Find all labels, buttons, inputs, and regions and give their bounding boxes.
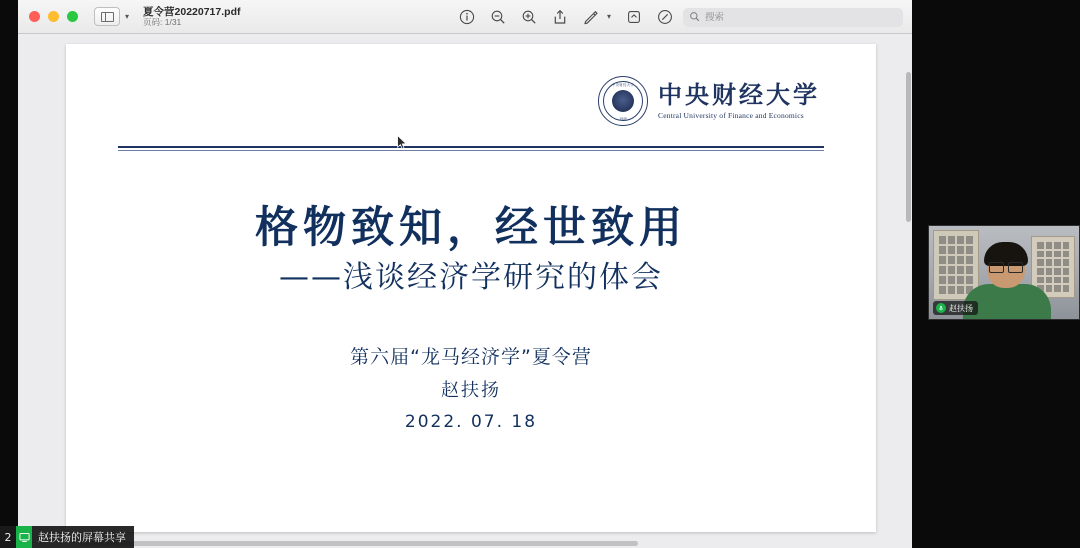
toolbar-center-group	[458, 0, 673, 34]
screen-share-icon	[16, 526, 32, 548]
participant-name-chip	[933, 301, 978, 315]
participant-name-label: 赵扶扬	[949, 303, 973, 313]
screen-share-bar	[0, 526, 134, 548]
slide-speaker-name: 赵扶扬	[441, 380, 501, 401]
document-canvas[interactable]	[18, 34, 912, 548]
highlight-icon[interactable]	[656, 9, 673, 26]
university-seal-icon	[598, 76, 648, 126]
participant-count-badge: 2	[0, 526, 16, 548]
search-icon	[689, 9, 700, 27]
seal-top-text: 中央财经大学	[611, 83, 635, 87]
seal-core	[612, 90, 634, 112]
shared-screen-window	[18, 0, 912, 548]
vertical-scrollbar[interactable]	[906, 72, 911, 222]
sidebar-icon	[101, 12, 114, 22]
logo-text-block	[658, 82, 820, 120]
logo-chinese-name: 中央财经大学	[658, 80, 820, 109]
window-controls[interactable]	[29, 11, 78, 22]
zoom-in-icon[interactable]	[520, 9, 537, 26]
window-titlebar	[18, 0, 912, 34]
slide-date: 2022. 07. 18	[404, 412, 538, 432]
header-divider	[118, 146, 824, 148]
university-logo	[598, 76, 820, 126]
maximize-window-button[interactable]	[67, 11, 78, 22]
search-box[interactable]	[683, 8, 903, 27]
slide-event-name: 第六届“龙马经济学”夏令营	[350, 346, 592, 368]
participant-video-tile[interactable]	[928, 225, 1080, 320]
document-title: 夏令营20220717.pdf	[143, 5, 241, 18]
pdf-page	[66, 44, 876, 532]
microphone-icon	[936, 303, 946, 313]
window-grid-left	[939, 236, 973, 294]
markup-icon[interactable]	[582, 9, 599, 26]
search-input[interactable]	[705, 12, 897, 23]
close-window-button[interactable]	[29, 11, 40, 22]
share-icon[interactable]	[551, 9, 568, 26]
page-indicator: 页码: 1/31	[143, 16, 182, 27]
zoom-out-icon[interactable]	[489, 9, 506, 26]
logo-english-name: Central University of Finance and Economics	[658, 111, 804, 121]
info-icon[interactable]	[458, 9, 475, 26]
seal-bottom-text: 1949	[619, 117, 627, 121]
slide-title-main: 格物致知，经世致用	[255, 203, 687, 253]
window-grid-right	[1037, 242, 1069, 292]
markup-group[interactable]	[582, 9, 611, 26]
glasses-icon	[989, 262, 1023, 271]
rotate-icon[interactable]	[625, 9, 642, 26]
markup-chevron-icon[interactable]: ▾	[607, 12, 612, 21]
slide-title-sub: ——浅谈经济学研究的体会	[279, 260, 663, 295]
horizontal-scrollbar[interactable]	[78, 541, 638, 546]
sidebar-toggle-button[interactable]	[94, 7, 120, 26]
screen-share-label: 赵扶扬的屏幕共享	[32, 526, 134, 548]
minimize-window-button[interactable]	[48, 11, 59, 22]
document-title-block	[143, 6, 240, 28]
chevron-down-icon[interactable]: ▾	[125, 11, 130, 21]
